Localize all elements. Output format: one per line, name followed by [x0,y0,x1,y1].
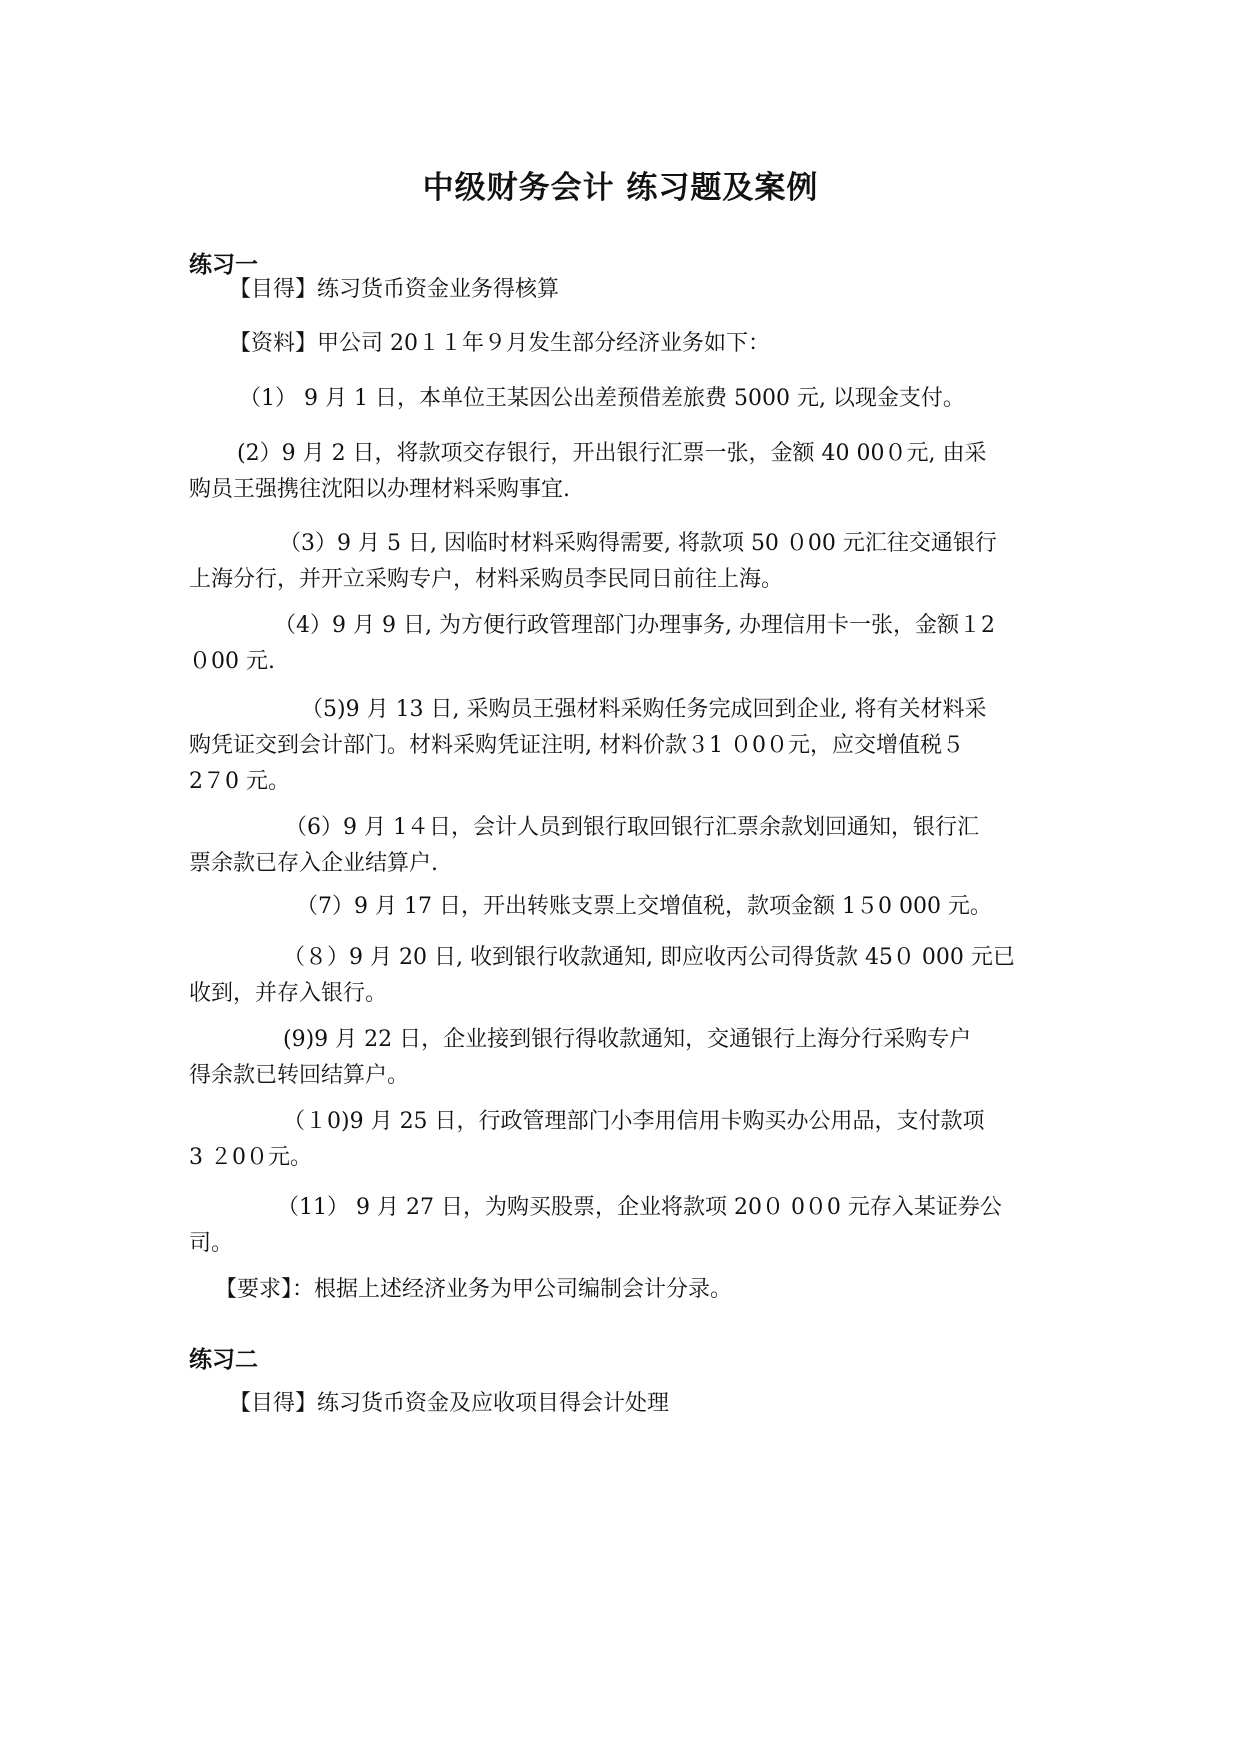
item-7 [296,889,1166,925]
item-4 [189,608,1059,680]
document-title: 中级财务会计 练习题及案例 [422,170,819,206]
item-10 [189,1104,1059,1176]
item-11-line-1: （11） 9 月 27 日，为购买股票，企业将款项 20０ 0０0 元存入某证券公 [277,1195,1002,1220]
item-9-line-2: 得余款已转回结算户。 [189,1063,410,1088]
exercise-1-requirement [215,1272,1085,1308]
item-4-line-2: ０00 元. [189,649,275,674]
exercise-2-heading: 练习二 [189,1347,258,1373]
item-5 [189,692,1059,800]
item-9 [189,1022,1059,1094]
exercise-1-heading: 练习一 [189,252,258,278]
item-5-line-2: 购凭证交到会计部门。材料采购凭证注明, 材料价款３1 ０0０元，应交增值税５ [189,733,964,758]
item-11 [189,1190,1059,1262]
exercise-1-requirement-text: 【要求】：根据上述经济业务为甲公司编制会计分录。 [215,1277,733,1302]
item-6-line-2: 票余款已存入企业结算户. [189,851,438,876]
item-3-line-1: （3）9 月 5 日, 因临时材料采购得需要, 将款项 50 ０00 元汇往交通银行 [279,531,997,556]
item-1-line-1: （1） 9 月 1 日，本单位王某因公出差预借差旅费 5000 元, 以现金支付。 [239,386,965,411]
exercise-1-material [229,326,1099,362]
item-6 [189,810,1059,882]
exercise-1-purpose [229,272,1099,308]
exercise-1-material-text: 【资料】甲公司 20１１年９月发生部分经济业务如下： [229,331,770,356]
item-5-line-3: 2７0 元。 [189,769,290,794]
exercise-2-purpose-text: 【目得】练习货币资金及应收项目得会计处理 [229,1391,670,1416]
item-9-line-1: (9)9 月 22 日，企业接到银行得收款通知，交通银行上海分行采购专户 [283,1027,972,1052]
item-2 [189,436,1059,508]
item-3 [189,526,1059,598]
item-2-line-1: (2）9 月 2 日，将款项交存银行，开出银行汇票一张，金额 40 00０元, 由采 [237,441,987,466]
item-5-line-1: （5)9 月 13 日, 采购员王强材料采购任务完成回到企业, 将有关材料采 [301,697,987,722]
item-4-line-1: （4）9 月 9 日, 为方便行政管理部门办理事务, 办理信用卡一张，金额１2 [274,613,995,638]
exercise-2-purpose [229,1386,1099,1422]
item-8 [189,940,1059,1012]
item-7-line-1: （7）9 月 17 日，开出转账支票上交增值税，款项金额 1５0 000 元。 [296,894,992,919]
item-3-line-2: 上海分行，并开立采购专户，材料采购员李民同日前往上海。 [189,567,784,592]
exercise-1-purpose-text: 【目得】练习货币资金业务得核算 [229,277,560,302]
item-1 [239,381,1109,417]
item-2-line-2: 购员王强携往沈阳以办理材料采购事宜. [189,477,570,502]
item-11-line-2: 司。 [189,1231,234,1256]
item-6-line-1: （6）9 月 1４日，会计人员到银行取回银行汇票余款划回通知，银行汇 [285,815,979,840]
item-10-line-1: （１0)9 月 25 日，行政管理部门小李用信用卡购买办公用品，支付款项 [283,1109,985,1134]
item-8-line-1: （８）9 月 20 日, 收到银行收款通知, 即应收丙公司得货款 45０ 000 元已 [283,945,1015,970]
item-8-line-2: 收到，并存入银行。 [189,981,388,1006]
item-10-line-2: 3 ２0０元。 [189,1145,312,1170]
